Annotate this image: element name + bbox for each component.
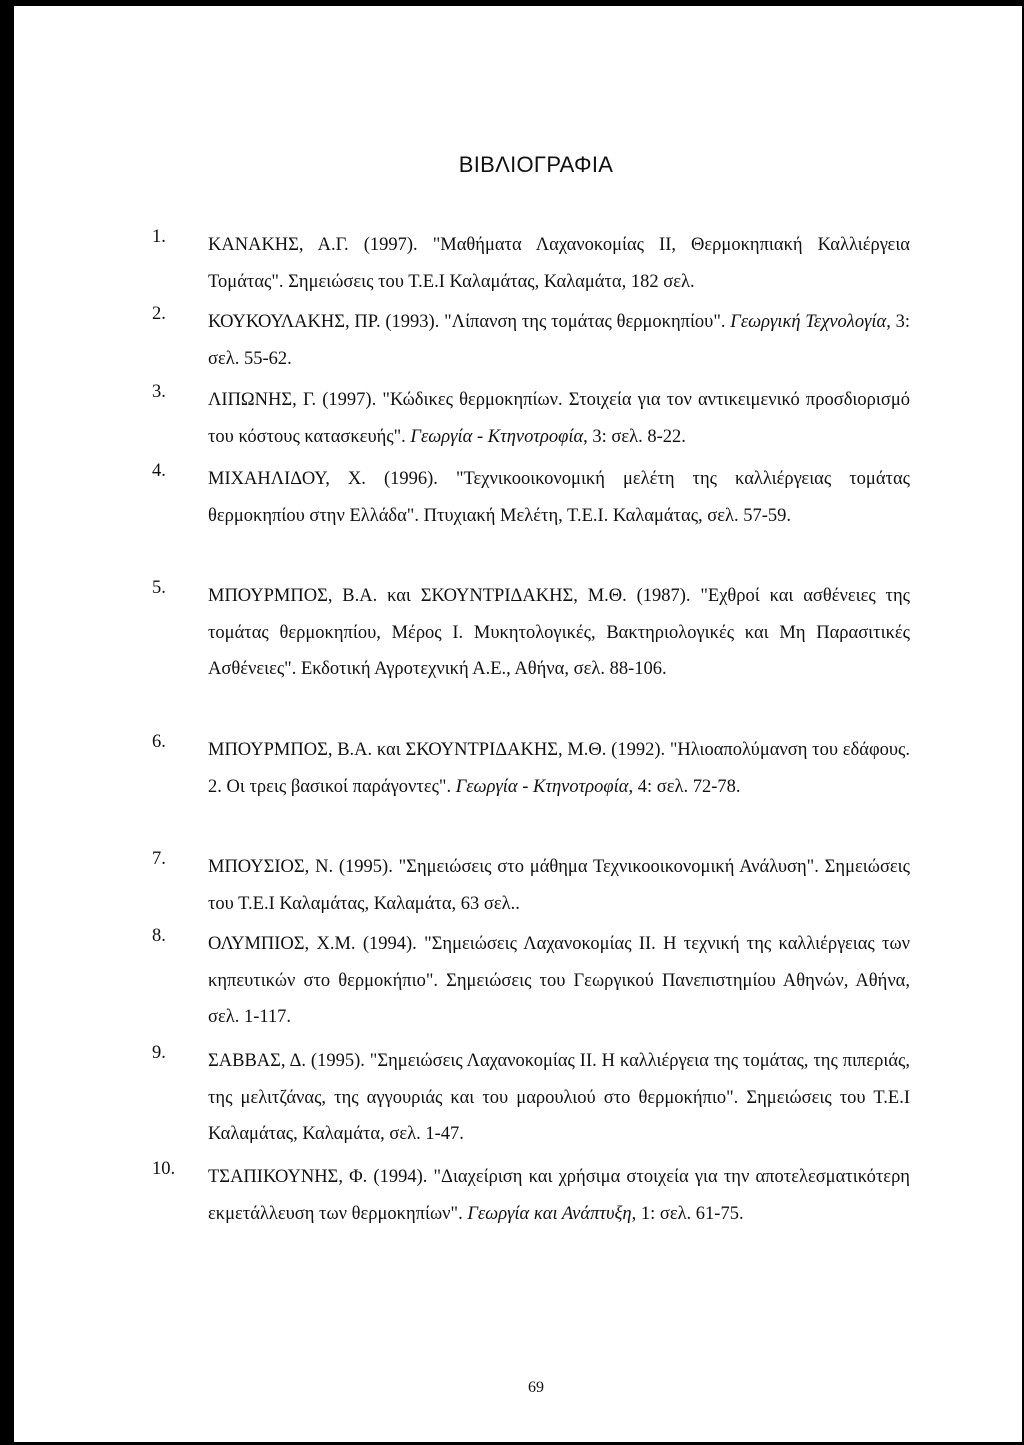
document-page [14, 6, 1022, 1442]
reference-text [208, 304, 910, 377]
journal-title: Γεωργία - Κτηνοτροφία [410, 426, 584, 447]
reference-number: 3. [152, 382, 166, 402]
reference-text [208, 578, 910, 688]
page-title: ΒΙΒΛΙΟΓΡΑΦΙΑ [458, 152, 614, 177]
journal-title: Γεωργική Τεχνολογία [730, 312, 887, 332]
reference-number: 2. [152, 304, 166, 324]
reference-number: 9. [152, 1043, 166, 1063]
reference-number: 4. [152, 461, 166, 481]
journal-title: Γεωργία και Ανάπτυξη [467, 1203, 632, 1224]
reference-text [208, 461, 910, 534]
reference-item-5 [152, 578, 910, 688]
reference-number: 5. [152, 578, 166, 598]
reference-segment: , 3: σελ. 55-62. [208, 312, 911, 369]
reference-number: 8. [152, 926, 166, 946]
reference-segment: ΛΙΠΩΝΗΣ, Γ. (1997). "Κώδικες θερμοκηπίων. Στοιχεία για τον αντικειμενικό προσδιορισμό του κόστους κατασκευής". [208, 390, 910, 447]
reference-item-9 [152, 1043, 910, 1153]
reference-text [208, 732, 910, 805]
reference-text [208, 849, 910, 922]
reference-item-6 [152, 732, 910, 805]
reference-item-8 [152, 926, 910, 1036]
reference-text [208, 382, 910, 455]
reference-item-1 [152, 227, 910, 300]
reference-number: 1. [152, 227, 166, 247]
journal-title: Γεωργία - Κτηνοτροφία [455, 776, 629, 797]
reference-text [208, 926, 910, 1036]
reference-text [208, 1159, 910, 1232]
reference-item-10 [152, 1159, 910, 1232]
reference-number: 10. [152, 1159, 176, 1179]
reference-number: 6. [152, 732, 166, 752]
reference-number: 7. [152, 849, 166, 869]
reference-item-2 [152, 304, 910, 377]
reference-segment: ΚΟΥΚΟΥΛΑΚΗΣ, ΠΡ. (1993). "Λίπανση της τομάτας θερμοκηπίου". [208, 312, 731, 332]
reference-text [208, 227, 910, 300]
reference-item-7 [152, 849, 910, 922]
reference-segment: ΚΑΝΑΚΗΣ, Α.Γ. (1997). "Μαθήματα Λαχανοκομίας ΙΙ, Θερμοκηπιακή Καλλιέργεια Τομάτας". Σημειώσεις του Τ.Ε.Ι Καλαμάτας, Καλαμάτα, 182 σελ. [208, 235, 910, 292]
reference-segment: ΣΑΒΒΑΣ, Δ. (1995). "Σημειώσεις Λαχανοκομίας ΙΙ. Η καλλιέργεια της τομάτας, της πιπεριάς, της μελιτζάνας, της αγγουριάς και του μαρουλιού στο θερμοκήπιο". Σημειώσεις του Τ.Ε.Ι Καλαμάτας, Καλαμάτα, σελ. 1-47. [208, 1051, 910, 1144]
reference-segment: ΟΛΥΜΠΙΟΣ, Χ.Μ. (1994). "Σημειώσεις Λαχανοκομίας ΙΙ. Η τεχνική της καλλιέργειας των κηπευτικών στο θερμοκήπιο". Σημειώσεις του Γεωργικού Πανεπιστημίου Αθηνών, Αθήνα, σελ. 1-117. [208, 934, 910, 1027]
reference-segment: ΜΠΟΥΡΜΠΟΣ, Β.Α. και ΣΚΟΥΝΤΡΙΔΑΚΗΣ, Μ.Θ. (1992). "Ηλιοαπολύμανση του εδάφους. 2. Οι τρεις βασικοί παράγοντες". [208, 740, 910, 797]
reference-item-3 [152, 382, 910, 455]
reference-segment: ΤΣΑΠΙΚΟΥΝΗΣ, Φ. (1994). "Διαχείριση και χρήσιμα στοιχεία για την αποτελεσματικότερη εκμετάλλευση των θερμοκηπίων". [208, 1167, 910, 1224]
reference-segment: , 1: σελ. 61-75. [631, 1203, 744, 1224]
reference-item-4 [152, 461, 910, 534]
reference-segment: ΜΠΟΥΣΙΟΣ, Ν. (1995). "Σημειώσεις στο μάθημα Τεχνικοοικονομική Ανάλυση". Σημειώσεις του Τ.Ε.Ι Καλαμάτας, Καλαμάτα, 63 σελ.. [208, 857, 910, 914]
reference-segment: ΜΙΧΑΗΛΙΔΟΥ, Χ. (1996). "Τεχνικοοικονομική μελέτη της καλλιέργειας τομάτας θερμοκηπίου στην Ελλάδα". Πτυχιακή Μελέτη, Τ.Ε.Ι. Καλαμάτας, σελ. 57-59. [208, 469, 910, 526]
reference-segment: , 4: σελ. 72-78. [628, 776, 741, 797]
reference-segment: ΜΠΟΥΡΜΠΟΣ, Β.Α. και ΣΚΟΥΝΤΡΙΔΑΚΗΣ, Μ.Θ. (1987). "Εχθροί και ασθένειες της τομάτας θερμοκηπίου, Μέρος Ι. Μυκητολογικές, Βακτηριολογικές και Μη Παρασιτικές Ασθένειες". Εκδοτική Αγροτεχνική Α.Ε., Αθήνα, σελ. 88-106. [208, 586, 910, 679]
page-number: 69 [528, 1379, 544, 1396]
reference-text [208, 1043, 910, 1153]
reference-segment: , 3: σελ. 8-22. [583, 426, 686, 447]
